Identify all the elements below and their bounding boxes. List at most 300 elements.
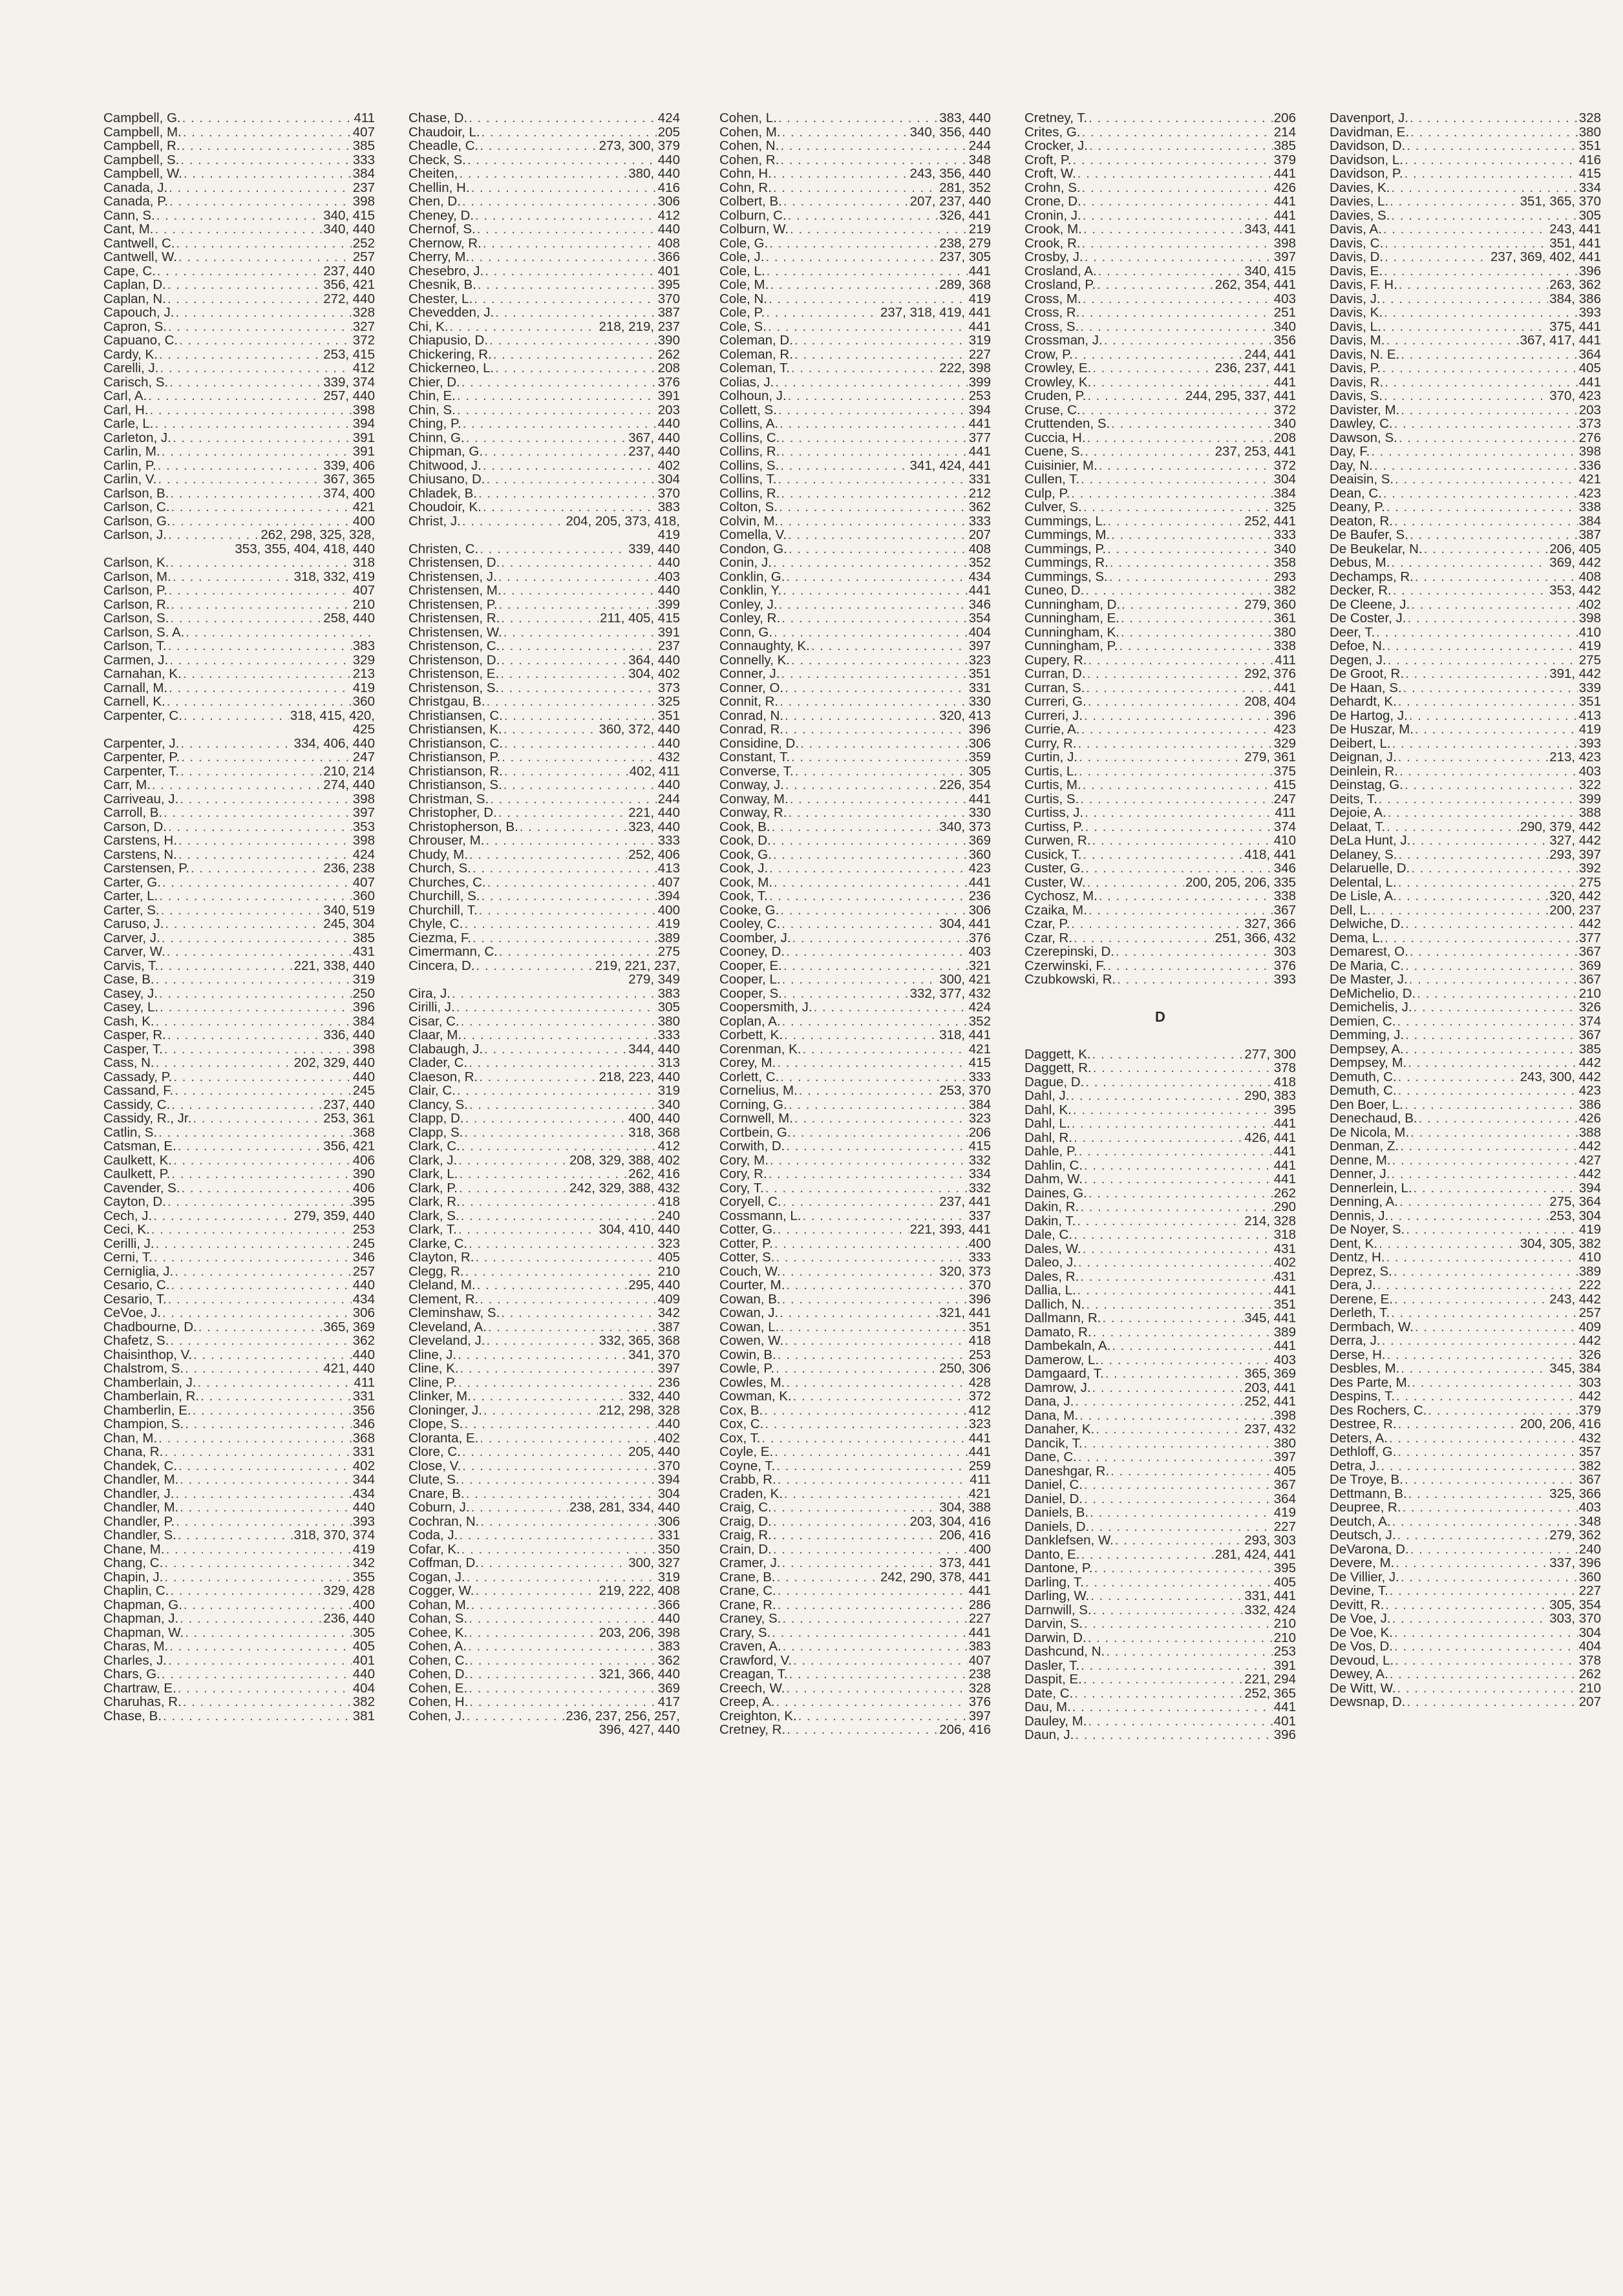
entry-pages: 319: [657, 1083, 680, 1098]
dot-leader: [1405, 1473, 1578, 1487]
dot-leader: [782, 1015, 968, 1029]
entry-name: Canada, P.: [103, 194, 168, 209]
dot-leader: [167, 278, 322, 292]
dot-leader: [1085, 861, 1273, 876]
dot-leader: [484, 1042, 627, 1057]
entry-pages: 419: [1578, 638, 1601, 653]
dot-leader: [1401, 1362, 1548, 1376]
dot-leader: [777, 1056, 967, 1070]
dot-leader: [461, 1209, 657, 1223]
index-entry: [1330, 653, 1601, 668]
entry-name: Charuhas, R.: [103, 1694, 182, 1709]
dot-leader: [159, 348, 322, 362]
dot-leader: [1072, 1117, 1273, 1131]
entry-pages: 346: [968, 596, 991, 612]
dot-leader: [780, 1306, 938, 1320]
index-entry: [408, 417, 680, 431]
entry-name: Cogan, J.: [408, 1569, 465, 1585]
dot-leader: [1084, 1437, 1273, 1451]
entry-pages: 325: [1273, 500, 1296, 514]
entry-name: Cohen, L.: [719, 111, 777, 125]
dot-leader: [1115, 1533, 1243, 1548]
dot-leader: [482, 125, 657, 140]
entry-name: Caulkett, K.: [103, 1152, 172, 1168]
entry-pages: 203, 304, 416: [909, 1513, 991, 1529]
entry-name: Darling, W.: [1024, 1588, 1090, 1603]
entry-pages: 375: [1273, 763, 1296, 779]
dot-leader: [175, 1487, 351, 1501]
index-entry: [408, 1584, 680, 1598]
entry-name: Denechaud, B.: [1330, 1111, 1417, 1126]
index-entry: [1024, 764, 1296, 779]
index-entry: [103, 264, 375, 279]
index-entry: [1330, 167, 1601, 181]
dot-leader: [1392, 737, 1578, 751]
entry-name: Davidson, L.: [1330, 152, 1403, 167]
dot-leader: [169, 375, 322, 390]
index-entry: [103, 361, 375, 375]
dot-leader: [1099, 889, 1273, 903]
index-entry: [103, 389, 375, 403]
dot-leader: [1391, 1167, 1577, 1181]
index-entry: [1330, 1167, 1601, 1181]
entry-pages: 441: [1273, 1283, 1296, 1298]
entry-pages: 253, 304: [1549, 1208, 1601, 1223]
index-entry: [719, 1334, 991, 1348]
index-entry: [1024, 1298, 1296, 1312]
dot-leader: [1414, 1000, 1578, 1015]
index-entry: [408, 848, 680, 862]
entry-pages: 238: [968, 1667, 991, 1681]
index-entry: [1330, 1584, 1601, 1598]
dot-leader: [802, 1209, 967, 1223]
entry-name: Curtis, M.: [1024, 777, 1081, 792]
entry-pages: 318, 415, 420,: [290, 708, 375, 723]
index-entry: [719, 1404, 991, 1418]
dot-leader: [471, 1598, 657, 1612]
entry-pages: 370: [657, 291, 680, 306]
dot-leader: [467, 1570, 657, 1585]
entry-name: Chiusano, D.: [408, 472, 485, 487]
entry-pages: 416: [657, 180, 680, 195]
index-entry: [103, 1070, 375, 1084]
index-entry: [1330, 111, 1601, 125]
entry-pages: 392: [1578, 861, 1601, 876]
dot-leader: [467, 1709, 565, 1723]
entry-name: Denne, M.: [1330, 1152, 1391, 1168]
index-entry: [1330, 889, 1601, 903]
index-entry: [1024, 653, 1296, 668]
index-entry: [1330, 1028, 1601, 1042]
entry-name: Debus, M.: [1330, 555, 1390, 570]
entry-name: Carlson, M.: [103, 569, 171, 584]
entry-name: Darvin, S.: [1024, 1616, 1083, 1631]
entry-name: Check, S.: [408, 152, 466, 167]
index-entry: [1024, 1687, 1296, 1701]
entry-name: Carter, S.: [103, 902, 160, 918]
index-entry: [719, 500, 991, 514]
entry-name: Clute, S.: [408, 1472, 460, 1487]
entry-pages: 240: [657, 1208, 680, 1223]
entry-name: Danklefsen, W.: [1024, 1533, 1114, 1548]
dot-leader: [1397, 1445, 1577, 1459]
entry-pages: 402: [352, 1458, 375, 1473]
dot-leader: [162, 876, 352, 890]
entry-name: Cunningham, D.: [1024, 596, 1121, 612]
entry-name: Dempsey, M.: [1330, 1055, 1407, 1070]
entry-name: Daggett, R.: [1024, 1060, 1092, 1075]
entry-pages: 410: [1273, 833, 1296, 848]
entry-name: Chamberlain, J.: [103, 1374, 196, 1390]
index-entry: [408, 1139, 680, 1153]
index-entry: [1024, 1131, 1296, 1145]
entry-pages: 200, 237: [1549, 902, 1601, 918]
entry-name: Chickerneo, L.: [408, 361, 494, 375]
index-entry: [1330, 320, 1601, 334]
dot-leader: [1410, 945, 1578, 959]
entry-pages: 219, 222, 408: [599, 1583, 680, 1598]
entry-name: Craig, C.: [719, 1500, 772, 1515]
entry-pages: 262: [657, 346, 680, 362]
index-entry: [408, 1667, 680, 1681]
entry-name: Clancy, S.: [408, 1097, 468, 1112]
entry-name: Dana, J.: [1024, 1394, 1074, 1409]
entry-pages: 395: [1273, 1102, 1296, 1117]
dot-leader: [178, 834, 352, 848]
entry-pages: 340, 519: [323, 902, 375, 918]
entry-name: Christianson, C.: [408, 735, 503, 751]
dot-leader: [504, 722, 598, 737]
dot-leader: [1121, 611, 1273, 626]
entry-pages: 383: [968, 1639, 991, 1654]
entry-pages: 336, 440: [323, 1027, 375, 1042]
entry-name: Chudy, M.: [408, 847, 468, 862]
index-entry: [1024, 681, 1296, 695]
entry-pages: 200, 206, 416: [1520, 1417, 1601, 1431]
dot-leader: [1374, 459, 1578, 473]
index-entry: [103, 1139, 375, 1153]
entry-pages: 203: [657, 402, 680, 417]
entry-name: Czerepinski, D.: [1024, 944, 1114, 959]
entry-name: Daun, J.: [1024, 1727, 1074, 1742]
entry-pages: 400: [657, 902, 680, 918]
entry-pages: 374, 400: [323, 485, 375, 501]
entry-pages: 212: [968, 485, 991, 501]
index-entry: [1330, 1153, 1601, 1168]
entry-name: Cruse, C.: [1024, 402, 1081, 417]
entry-name: Cohee, K.: [408, 1625, 468, 1640]
index-entry: [719, 1473, 991, 1487]
entry-pages: 337: [968, 1208, 991, 1223]
index-entry: [103, 1320, 375, 1334]
entry-pages: 331, 441: [1244, 1588, 1296, 1603]
entry-pages: 366: [657, 1597, 680, 1612]
entry-name: Cross, R.: [1024, 305, 1080, 320]
index-entry: [719, 1723, 991, 1737]
entry-pages: 382: [1578, 1458, 1601, 1473]
index-entry: [719, 1111, 991, 1126]
entry-name: Christiansen, K.: [408, 722, 502, 737]
dot-leader: [475, 1250, 656, 1265]
dot-leader: [483, 459, 657, 473]
dot-leader: [1394, 417, 1578, 431]
entry-pages: 329: [352, 652, 375, 668]
entry-name: Craig, R.: [719, 1528, 772, 1543]
dot-leader: [1105, 1367, 1244, 1381]
entry-name: Czar, R.: [1024, 930, 1073, 945]
entry-pages: 428: [968, 1374, 991, 1390]
entry-name: Cossmann, L.: [719, 1208, 801, 1223]
entry-name: Casey, J.: [103, 985, 158, 1001]
index-entry: [1024, 737, 1296, 751]
dot-leader: [183, 667, 352, 681]
dot-leader: [1401, 348, 1578, 362]
index-entry: [408, 153, 680, 167]
index-entry: [1330, 639, 1601, 653]
entry-name: Coryell, C.: [719, 1194, 781, 1209]
entry-pages: 406: [352, 1180, 375, 1195]
index-entry: [408, 806, 680, 820]
entry-name: Crook, M.: [1024, 222, 1082, 237]
entry-pages: 440: [657, 1611, 680, 1626]
entry-pages: 376: [1273, 958, 1296, 973]
entry-name: De Voe, K.: [1330, 1625, 1394, 1640]
dot-leader: [180, 1473, 352, 1487]
dot-leader: [450, 320, 598, 334]
dot-leader: [1382, 361, 1577, 375]
entry-pages: 275: [1578, 652, 1601, 668]
index-entry: [719, 639, 991, 653]
entry-pages: 368: [352, 1430, 375, 1446]
entry-name: Chaisinthop, V.: [103, 1347, 193, 1362]
entry-name: Dallia, L.: [1024, 1283, 1076, 1298]
dot-leader: [1372, 903, 1548, 918]
dot-leader: [487, 695, 657, 709]
dot-leader: [1121, 598, 1243, 612]
entry-pages: 340: [1273, 541, 1296, 556]
dot-leader: [789, 1667, 968, 1681]
entry-name: Casey, L.: [103, 1000, 159, 1015]
dot-leader: [1111, 417, 1273, 431]
index-entry: [1330, 1084, 1601, 1098]
index-entry: [408, 584, 680, 598]
index-entry: [408, 1376, 680, 1390]
entry-pages: 342: [352, 1555, 375, 1570]
entry-name: Cassidy, R., Jr.: [103, 1111, 192, 1126]
index-entry: [103, 667, 375, 681]
index-entry: [1330, 973, 1601, 987]
index-entry: [103, 222, 375, 237]
entry-name: Conley, R.: [719, 611, 781, 626]
dot-leader: [471, 1501, 568, 1515]
index-entry: [719, 237, 991, 251]
index-entry: [408, 459, 680, 473]
dot-leader: [773, 167, 909, 181]
entry-name: Corey, M.: [719, 1055, 776, 1070]
dot-leader: [776, 1459, 968, 1473]
dot-leader: [1384, 375, 1578, 390]
dot-leader: [1083, 195, 1273, 209]
entry-pages: 304: [657, 1486, 680, 1501]
entry-pages: 351, 441: [1549, 235, 1601, 251]
index-entry: [103, 487, 375, 501]
entry-name: De Vos, D.: [1330, 1639, 1393, 1654]
entry-pages: 372: [1273, 458, 1296, 473]
index-entry: [408, 1543, 680, 1557]
dot-leader: [184, 167, 352, 181]
entry-name: Campbell, S.: [103, 152, 180, 167]
dot-leader: [459, 1528, 656, 1543]
dot-leader: [162, 1306, 352, 1320]
dot-leader: [1393, 584, 1548, 598]
index-entry: [719, 653, 991, 668]
entry-pages: 253, 415: [323, 346, 375, 362]
dot-leader: [156, 1237, 352, 1251]
entry-pages: 252, 441: [1244, 513, 1296, 529]
entry-pages: 411: [1275, 652, 1296, 668]
index-entry: [1024, 861, 1296, 876]
entry-name: Case, B.: [103, 972, 154, 987]
dot-leader: [1415, 570, 1578, 584]
dot-leader: [1384, 264, 1578, 279]
index-entry: [1330, 1139, 1601, 1153]
entry-name: DeMichelio, D.: [1330, 985, 1416, 1001]
dot-leader: [154, 222, 322, 237]
entry-pages: 440: [657, 1417, 680, 1431]
dot-leader: [471, 250, 657, 264]
entry-name: Christenson, E.: [408, 666, 500, 681]
dot-leader: [1399, 1195, 1548, 1209]
dot-leader: [1405, 778, 1578, 792]
entry-pages: 384: [1578, 513, 1601, 529]
entry-name: Christensen, P.: [408, 596, 498, 612]
index-entry: [103, 792, 375, 806]
index-entry: [103, 417, 375, 431]
entry-pages: 397: [1273, 1449, 1296, 1464]
entry-name: Dana, M.: [1024, 1407, 1079, 1423]
entry-pages: 333: [968, 513, 991, 529]
entry-name: Conley, J.: [719, 596, 778, 612]
entry-name: Chier, D.: [408, 374, 460, 390]
dot-leader: [1083, 292, 1273, 306]
entry-pages: 380: [657, 1013, 680, 1029]
dot-leader: [1075, 1728, 1272, 1742]
dot-leader: [495, 306, 657, 320]
index-entry: [719, 1320, 991, 1334]
dot-leader: [167, 945, 352, 959]
entry-name: Colhoun, J.: [719, 388, 787, 403]
entry-pages: 331: [657, 1528, 680, 1543]
dot-leader: [178, 1139, 322, 1153]
dot-leader: [790, 792, 968, 806]
dot-leader: [165, 917, 322, 931]
entry-name: Catsman, E.: [103, 1139, 176, 1153]
entry-name: Cowan, B.: [719, 1291, 781, 1307]
entry-pages: 304: [1578, 1625, 1601, 1640]
dot-leader: [480, 542, 627, 556]
entry-name: Cohan, M.: [408, 1597, 470, 1612]
dot-leader: [1388, 653, 1578, 668]
dot-leader: [500, 681, 657, 695]
entry-pages: 442: [1578, 1166, 1601, 1181]
entry-name: Cheney, D.: [408, 207, 474, 223]
entry-pages: 332, 365, 368: [599, 1333, 680, 1348]
index-entry: [1330, 1404, 1601, 1418]
index-entry: [719, 1695, 991, 1709]
index-entry: [1330, 1570, 1601, 1585]
entry-pages: 332: [968, 1180, 991, 1195]
index-entry: [408, 209, 680, 223]
entry-name: Cerilli, J.: [103, 1236, 154, 1251]
dot-leader: [1099, 459, 1273, 473]
entry-name: Carnall, M.: [103, 680, 168, 695]
entry-pages: 407: [968, 1652, 991, 1668]
index-entry: [1330, 1654, 1601, 1668]
entry-name: Devine, T.: [1330, 1583, 1388, 1598]
entry-pages: 441: [1273, 1144, 1296, 1159]
entry-name: Crabb, R.: [719, 1472, 776, 1487]
dot-leader: [1082, 125, 1273, 140]
index-entry: [103, 431, 375, 445]
entry-pages: 358: [1273, 555, 1296, 570]
entry-pages: 210: [1273, 1630, 1296, 1645]
entry-pages: 380: [1273, 624, 1296, 640]
entry-pages: 394: [657, 889, 680, 903]
dot-leader: [173, 570, 293, 584]
index-column-5: [1330, 111, 1601, 1709]
entry-name: Chesebro, J.: [408, 263, 484, 279]
dot-leader: [1107, 542, 1273, 556]
entry-pages: 388: [1578, 805, 1601, 820]
entry-name: Christensen, J.: [408, 569, 497, 584]
entry-pages: 419: [1578, 722, 1601, 737]
entry-name: Dehardt, K.: [1330, 694, 1397, 709]
index-entry: [1024, 1200, 1296, 1214]
entry-pages: 360: [1578, 1569, 1601, 1585]
dot-leader: [462, 195, 657, 209]
entry-pages: 383: [657, 1639, 680, 1654]
entry-pages: 376: [968, 930, 991, 945]
dot-leader: [154, 1250, 352, 1265]
entry-pages: 351: [1273, 1296, 1296, 1312]
entry-pages: 399: [657, 596, 680, 612]
entry-pages: 385: [352, 138, 375, 153]
index-entry: [1024, 1520, 1296, 1534]
entry-pages: 415: [968, 1055, 991, 1070]
entry-pages: 250: [352, 985, 375, 1001]
dot-leader: [773, 1543, 968, 1557]
dot-leader: [780, 139, 967, 153]
entry-pages: 238, 279: [939, 235, 991, 251]
index-entry: [103, 1126, 375, 1140]
index-entry: [1024, 487, 1296, 501]
dot-leader: [178, 848, 352, 862]
dot-leader: [1081, 1548, 1213, 1562]
index-entry: [1330, 278, 1601, 292]
entry-name: Chipman, G.: [408, 444, 483, 459]
entry-name: Cupery, R.: [1024, 652, 1087, 668]
entry-pages: 210: [352, 596, 375, 612]
entry-pages: 398: [352, 833, 375, 848]
dot-leader: [1391, 181, 1577, 195]
entry-pages: 221, 294: [1244, 1672, 1296, 1687]
entry-name: De Troye, B.: [1330, 1472, 1403, 1487]
dot-leader: [474, 292, 657, 306]
entry-name: Collins, A.: [719, 416, 779, 431]
index-entry: [103, 250, 375, 264]
entry-pages: 340, 356, 440: [909, 124, 991, 140]
entry-name: Cline, P.: [408, 1374, 457, 1390]
